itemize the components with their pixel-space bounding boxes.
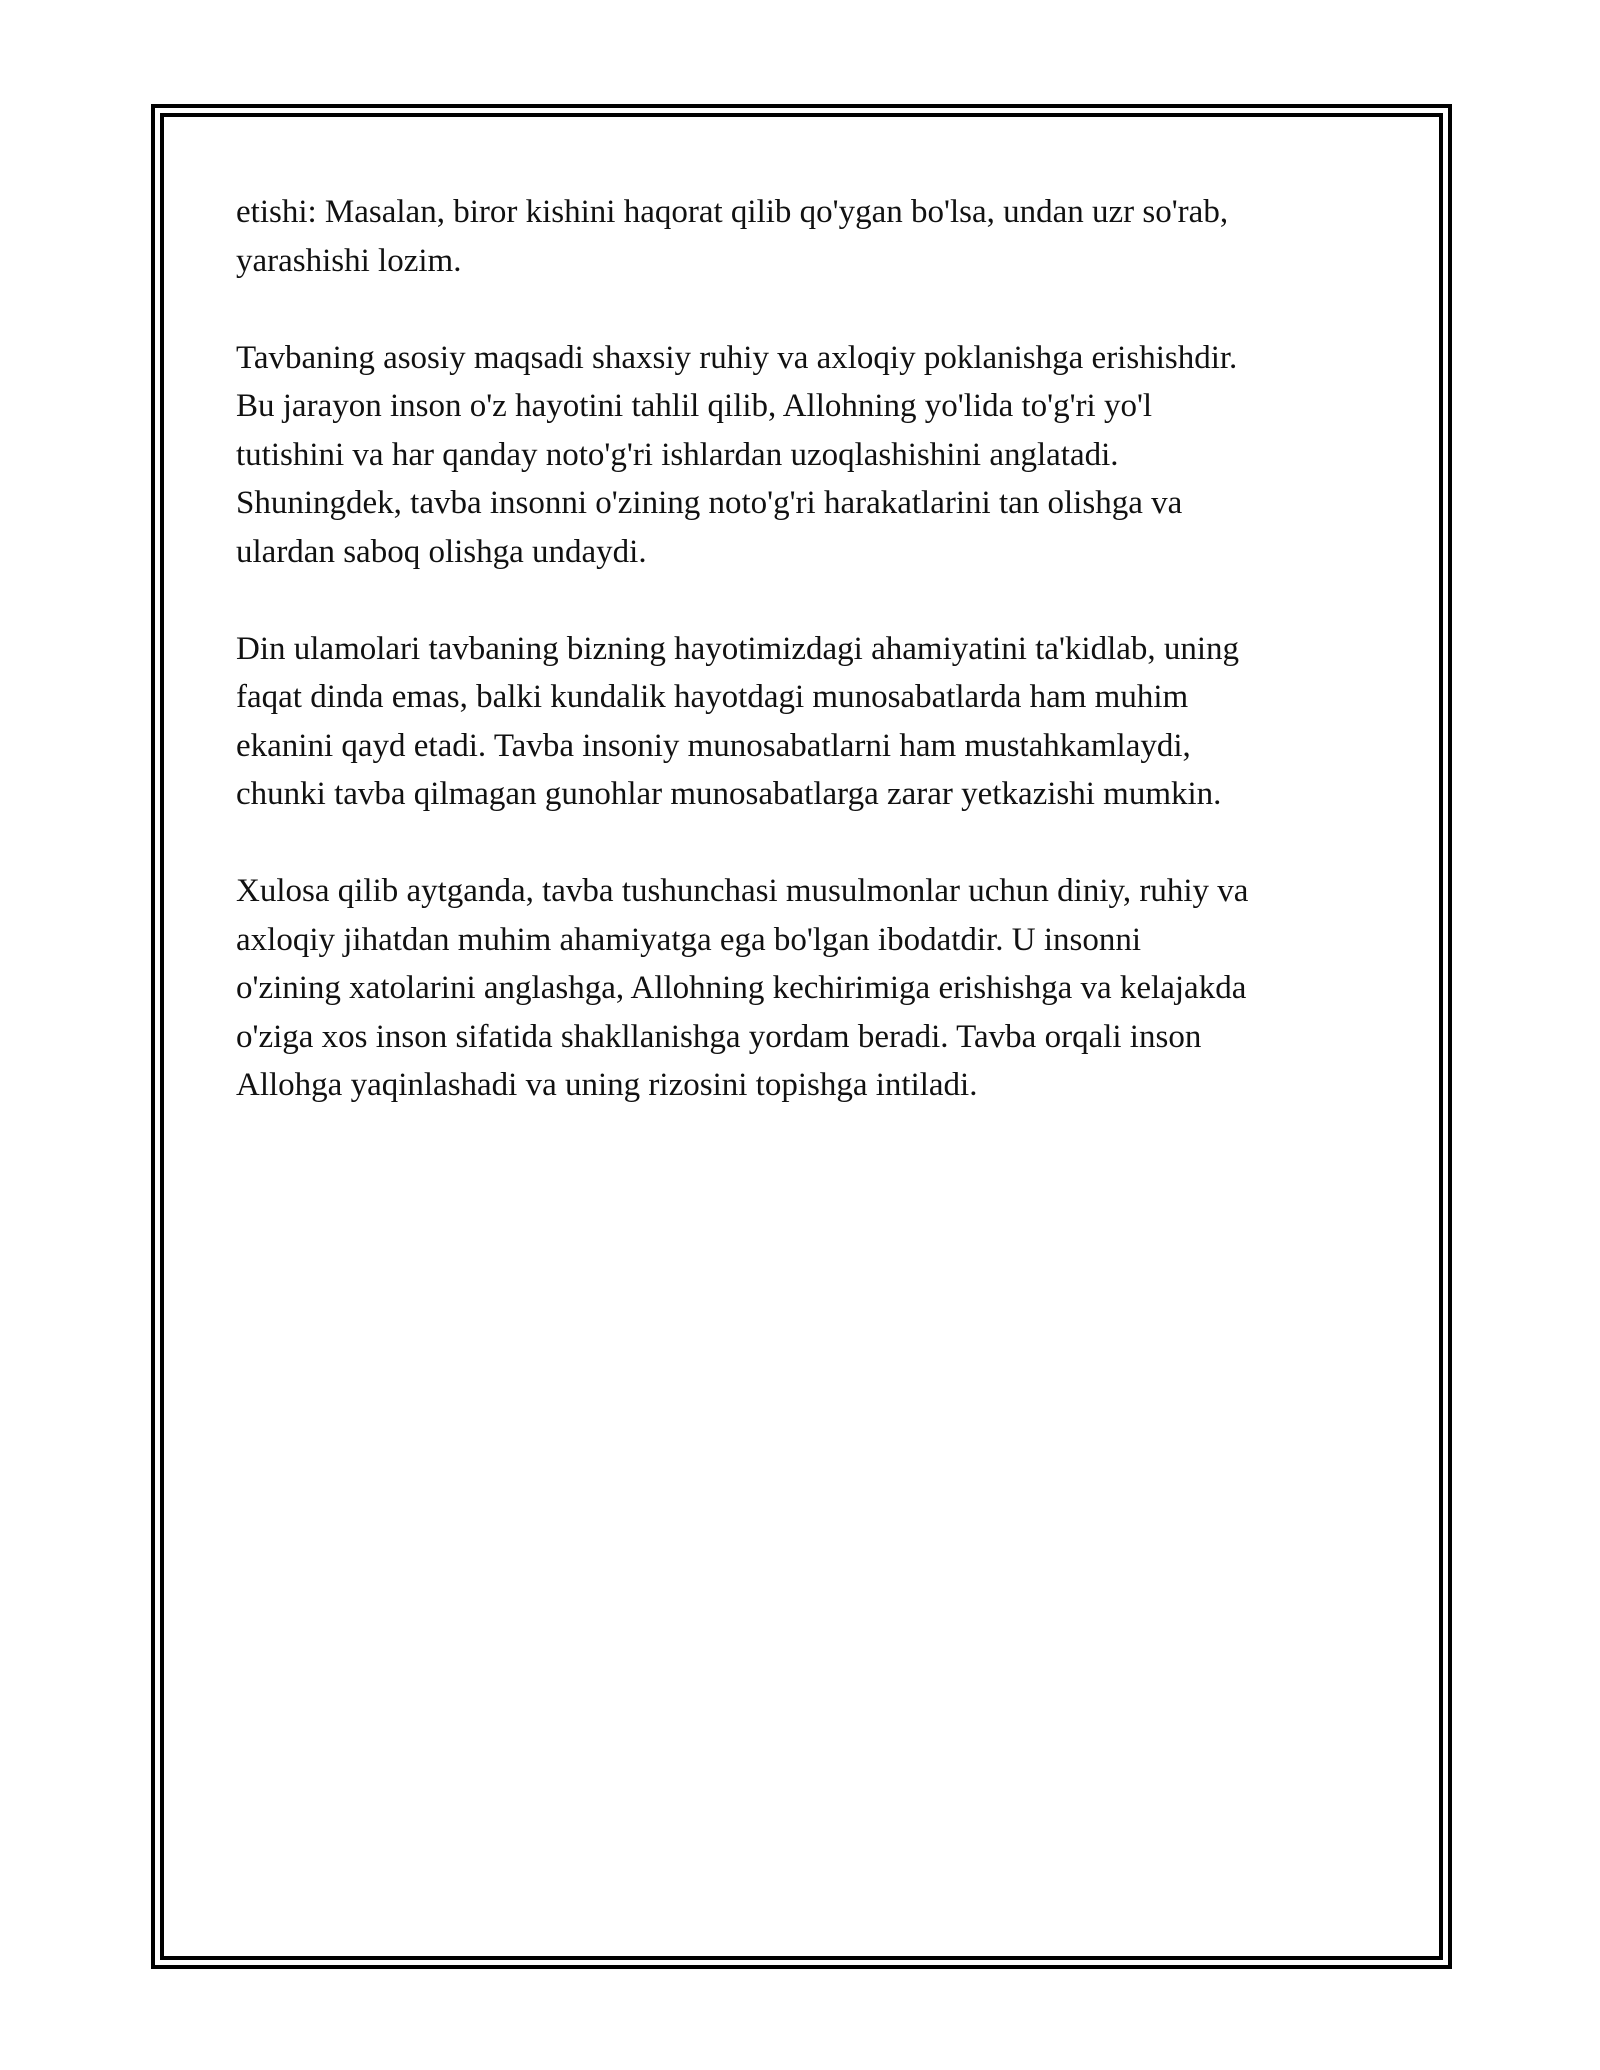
paragraph-1 (236, 188, 1376, 285)
paragraph-line: faqat dinda emas, balki kundalik hayotdagi munosabatlarda ham muhim (236, 679, 1189, 715)
paragraph-line: ulardan saboq olishga undaydi. (236, 533, 647, 570)
paragraph-line: chunki tavba qilmagan gunohlar munosabatlarga zarar yetkazishi mumkin. (236, 776, 1222, 812)
paragraph-line: etishi: Masalan, biror kishini haqorat qilib qo'ygan bo'lsa, undan uzr so'rab, (236, 194, 1229, 230)
paragraph-line: Tavbaning asosiy maqsadi shaxsiy ruhiy va axloqiy poklanishga erishishdir. (236, 339, 1238, 376)
paragraph-3 (236, 625, 1376, 819)
paragraph-4 (236, 867, 1376, 1110)
paragraph-line: o'zining xatolarini anglashga, Allohning kechirimiga erishishga va kelajakda (236, 970, 1247, 1006)
paragraph-line: tutishini va har qanday noto'g'ri ishlardan uzoqlashishini anglatadi. (236, 436, 1119, 473)
paragraph-line: o'ziga xos inson sifatida shakllanishga yordam beradi. Tavba orqali inson (236, 1018, 1202, 1055)
document-body (236, 188, 1376, 1158)
paragraph-line: Bu jarayon inson o'z hayotini tahlil qilib, Allohning yo'lida to'g'ri yo'l (236, 388, 1153, 424)
paragraph-line: Shuningdek, tavba insonni o'zining noto'g'ri harakatlarini tan olishga va (236, 485, 1183, 521)
paragraph-line: ekanini qayd etadi. Tavba insoniy munosabatlarni ham mustahkamlaydi, (236, 727, 1191, 764)
paragraph-line: Din ulamolari tavbaning bizning hayotimizdagi ahamiyatini ta'kidlab, uning (236, 630, 1240, 667)
paragraph-2 (236, 334, 1376, 577)
paragraph-line: axloqiy jihatdan muhim ahamiyatga ega bo'lgan ibodatdir. U insonni (236, 921, 1142, 958)
paragraph-line: yarashishi lozim. (236, 242, 462, 279)
paragraph-line: Allohga yaqinlashadi va uning rizosini topishga intiladi. (236, 1067, 978, 1103)
paragraph-line: Xulosa qilib aytganda, tavba tushunchasi musulmonlar uchun diniy, ruhiy va (236, 873, 1249, 909)
